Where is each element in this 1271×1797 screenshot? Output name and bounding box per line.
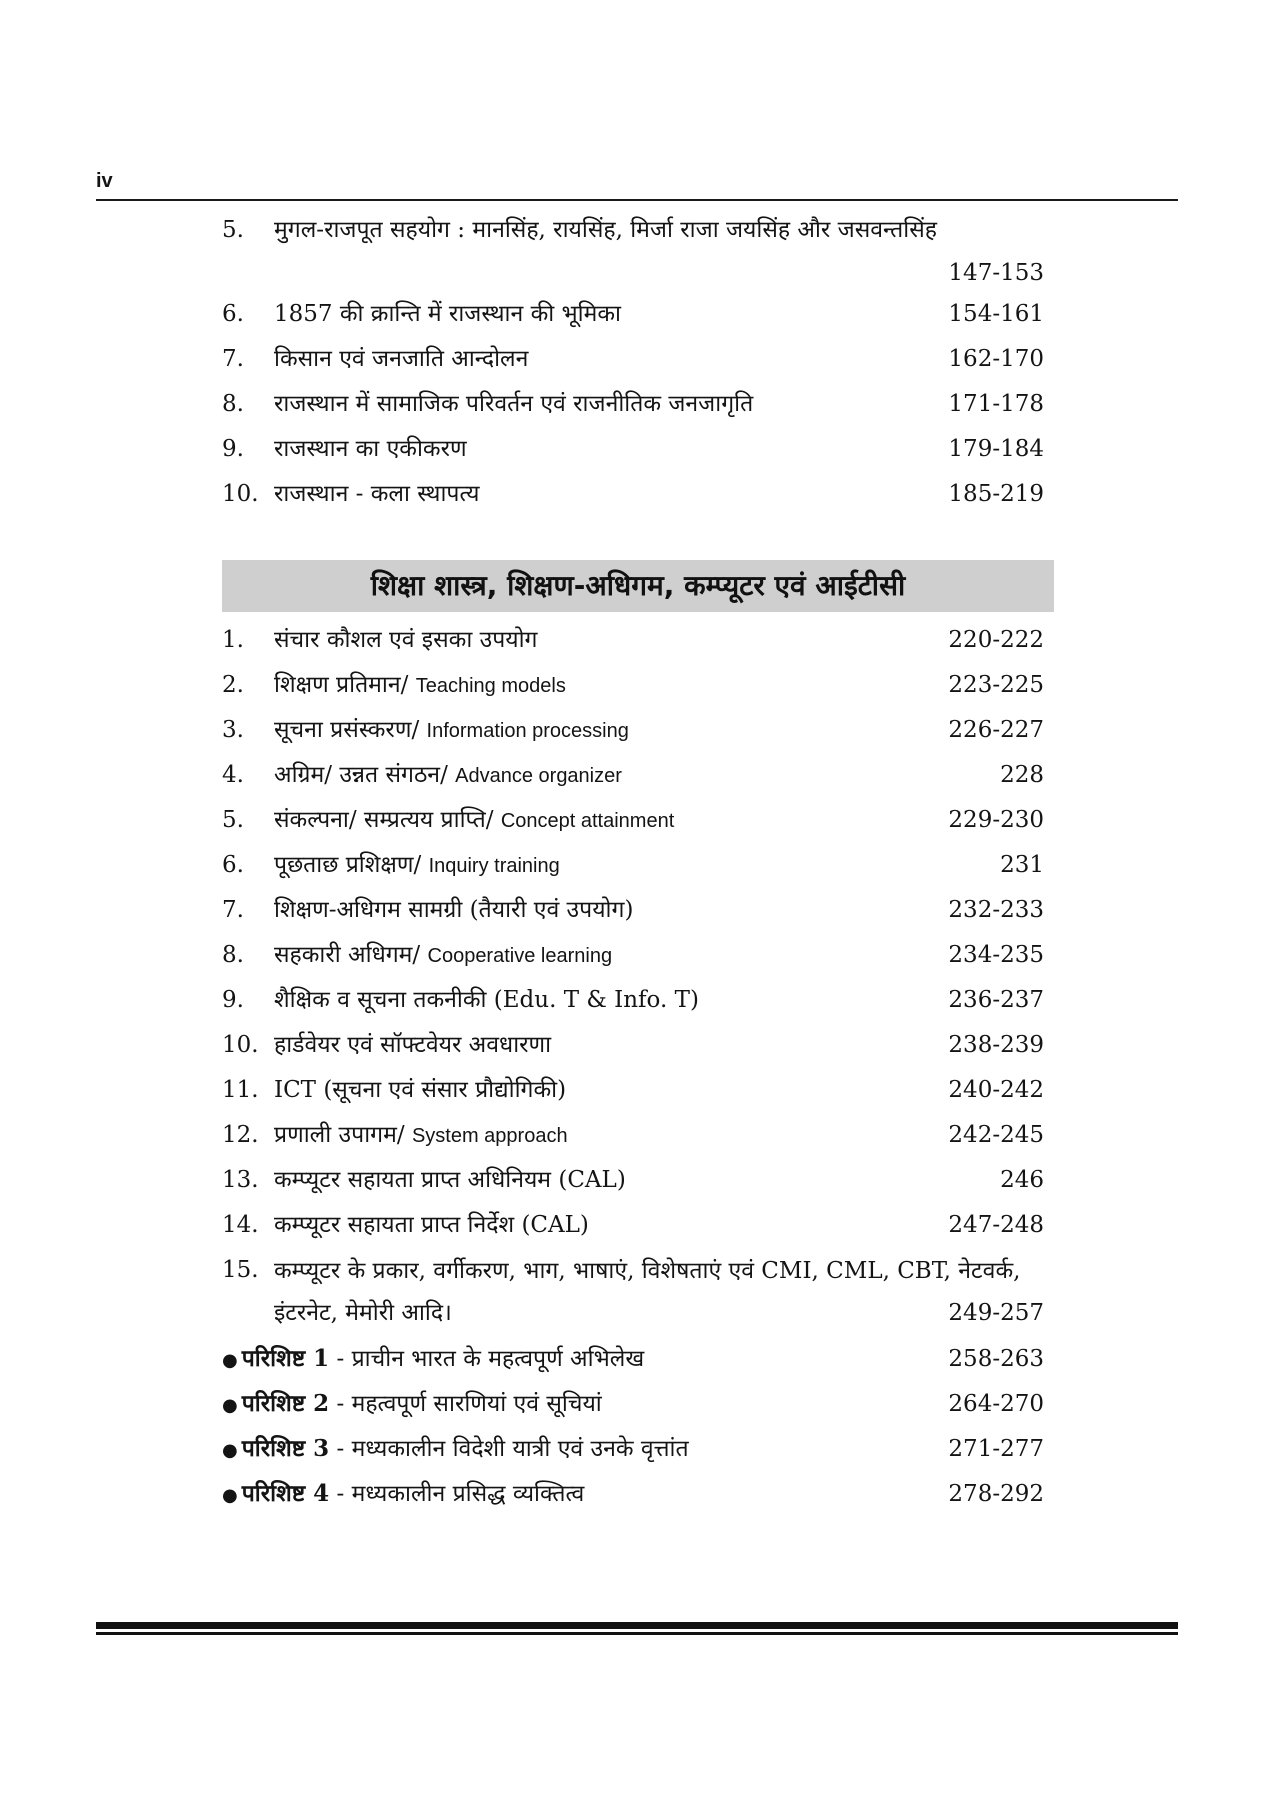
toc-entry	[222, 429, 1044, 469]
appendix-label: परिशिष्ट 3	[241, 1435, 330, 1462]
entry-number: 6.	[222, 301, 244, 327]
entry-pages: 240-242	[948, 1077, 1044, 1103]
entry-pages: 271-277	[948, 1436, 1044, 1462]
entry-number: 14.	[222, 1212, 259, 1238]
entry-pages: 171-178	[948, 391, 1044, 417]
entry-title-english: Inquiry training	[428, 855, 560, 877]
entry-pages: 264-270	[948, 1391, 1044, 1417]
footer-rule-thick	[96, 1622, 1178, 1629]
appendix-title: - मध्यकालीन विदेशी यात्री एवं उनके वृत्तांत	[336, 1436, 689, 1462]
entry-title-group	[274, 845, 560, 886]
entry-pages: 228	[1000, 762, 1044, 788]
entry-number: 5.	[222, 217, 244, 243]
toc-entry	[222, 1115, 1044, 1155]
toc-entry	[222, 800, 1044, 840]
entry-title: प्रणाली उपागम/	[274, 1122, 405, 1148]
appendix-entry	[222, 1474, 1044, 1514]
bullet-icon: ●	[222, 1485, 238, 1506]
toc-entry	[222, 1250, 1044, 1334]
entry-number: 7.	[222, 346, 244, 372]
entry-title: किसान एवं जनजाति आन्दोलन	[274, 346, 529, 372]
entry-pages: 185-219	[948, 481, 1044, 507]
entry-pages: 236-237	[948, 987, 1044, 1013]
entry-title: सहकारी अधिगम/	[274, 942, 421, 968]
entry-number: 8.	[222, 391, 244, 417]
entry-title-english: Cooperative learning	[427, 945, 613, 967]
appendix-entry	[222, 1384, 1044, 1424]
entry-pages: 147-153	[948, 260, 1044, 286]
bullet-icon: ●	[222, 1350, 238, 1371]
entry-number: 6.	[222, 852, 244, 878]
entry-title-english: Advance organizer	[455, 765, 622, 787]
entry-pages: 154-161	[948, 301, 1044, 327]
entry-title-group	[274, 935, 612, 976]
appendix-label: परिशिष्ट 1	[241, 1345, 330, 1372]
entry-number: 10.	[222, 481, 259, 507]
appendix-label: परिशिष्ट 4	[241, 1480, 330, 1507]
toc-entry	[222, 294, 1044, 334]
entry-number: 7.	[222, 897, 244, 923]
toc-entry	[222, 755, 1044, 795]
bullet-icon: ●	[222, 1395, 238, 1416]
entry-title-group	[274, 800, 674, 841]
entry-pages: 238-239	[948, 1032, 1044, 1058]
entry-pages: 278-292	[948, 1481, 1044, 1507]
entry-pages: 162-170	[948, 346, 1044, 372]
appendix-heading	[222, 1339, 644, 1381]
entry-title: कम्प्यूटर सहायता प्राप्त अधिनियम (CAL)	[274, 1167, 626, 1193]
entry-pages: 223-225	[948, 672, 1044, 698]
entry-number: 13.	[222, 1167, 259, 1193]
entry-title: संकल्पना/ सम्प्रत्यय प्राप्ति/	[274, 807, 494, 833]
toc-entry	[222, 845, 1044, 885]
toc-entry	[222, 1160, 1044, 1200]
entry-number: 3.	[222, 717, 244, 743]
entry-title-group	[274, 710, 629, 751]
entry-pages: 220-222	[948, 627, 1044, 653]
entry-number: 12.	[222, 1122, 259, 1148]
entry-number: 11.	[222, 1077, 259, 1103]
entry-pages: 179-184	[948, 436, 1044, 462]
toc-entry	[222, 665, 1044, 705]
appendix-label: परिशिष्ट 2	[241, 1390, 330, 1417]
appendix-heading	[222, 1474, 584, 1516]
entry-title: कम्प्यूटर के प्रकार, वर्गीकरण, भाग, भाषाएं, विशेषताएं एवं CMI, CML, CBT, नेटवर्क, इंटरनेट, मेमोरी आदि।	[274, 1258, 1021, 1326]
entry-title: राजस्थान का एकीकरण	[274, 436, 467, 462]
entry-pages: 232-233	[948, 897, 1044, 923]
page-number: iv	[96, 170, 113, 192]
entry-title: राजस्थान - कला स्थापत्य	[274, 481, 480, 507]
entry-title: सूचना प्रसंस्करण/	[274, 717, 420, 743]
section-heading: शिक्षा शास्त्र, शिक्षण-अधिगम, कम्प्यूटर एवं आईटीसी	[222, 560, 1054, 612]
entry-number: 5.	[222, 807, 244, 833]
entry-title-english: System approach	[411, 1125, 568, 1147]
entry-number: 1.	[222, 627, 244, 653]
appendix-entry	[222, 1429, 1044, 1469]
entry-title-group	[274, 665, 566, 706]
entry-title-english: Teaching models	[415, 675, 566, 697]
entry-title: शिक्षण-अधिगम सामग्री (तैयारी एवं उपयोग)	[274, 897, 634, 923]
toc-entry	[222, 1205, 1044, 1245]
entry-pages: 242-245	[948, 1122, 1044, 1148]
entry-title: संचार कौशल एवं इसका उपयोग	[274, 627, 538, 653]
entry-title: अग्रिम/ उन्नत संगठन/	[274, 762, 448, 788]
entry-title-english: Information processing	[426, 720, 629, 742]
appendix-title: - मध्यकालीन प्रसिद्ध व्यक्तित्व	[336, 1481, 585, 1507]
toc-entry	[222, 210, 1044, 294]
entry-number: 8.	[222, 942, 244, 968]
entry-title-group	[274, 755, 622, 796]
appendix-title: - महत्वपूर्ण सारणियां एवं सूचियां	[336, 1391, 602, 1417]
entry-number: 2.	[222, 672, 244, 698]
entry-title: हार्डवेयर एवं सॉफ्टवेयर अवधारणा	[274, 1032, 552, 1058]
entry-number: 9.	[222, 436, 244, 462]
toc-entry	[222, 935, 1044, 975]
entry-pages: 229-230	[948, 807, 1044, 833]
header-rule	[96, 199, 1178, 201]
entry-pages: 249-257	[948, 1300, 1044, 1326]
entry-pages: 246	[1000, 1167, 1044, 1193]
toc-entry	[222, 384, 1044, 424]
entry-pages: 247-248	[948, 1212, 1044, 1238]
bullet-icon: ●	[222, 1440, 238, 1461]
entry-title: राजस्थान में सामाजिक परिवर्तन एवं राजनीतिक जनजागृति	[274, 391, 754, 417]
appendix-heading	[222, 1384, 602, 1426]
entry-number: 9.	[222, 987, 244, 1013]
toc-entry	[222, 710, 1044, 750]
entry-pages: 234-235	[948, 942, 1044, 968]
entry-number: 10.	[222, 1032, 259, 1058]
footer-rule-thin	[96, 1632, 1178, 1635]
appendix-entry	[222, 1339, 1044, 1379]
entry-title: ICT (सूचना एवं संसार प्रौद्योगिकी)	[274, 1077, 567, 1103]
toc-entry	[222, 339, 1044, 379]
entry-number: 4.	[222, 762, 244, 788]
entry-title: शिक्षण प्रतिमान/	[274, 672, 409, 698]
entry-number: 15.	[222, 1257, 259, 1283]
toc-entry	[222, 1025, 1044, 1065]
toc-entry	[222, 890, 1044, 930]
entry-title: पूछताछ प्रशिक्षण/	[274, 852, 422, 878]
entry-pages: 258-263	[948, 1346, 1044, 1372]
appendix-heading	[222, 1429, 689, 1471]
toc-entry	[222, 474, 1044, 514]
toc-entry	[222, 620, 1044, 660]
entry-pages: 231	[1000, 852, 1044, 878]
entry-title: कम्प्यूटर सहायता प्राप्त निर्देश (CAL)	[274, 1212, 589, 1238]
entry-title: शैक्षिक व सूचना तकनीकी (Edu. T & Info. T)	[274, 987, 699, 1013]
toc-entry	[222, 1070, 1044, 1110]
toc-entry	[222, 980, 1044, 1020]
appendix-title: - प्राचीन भारत के महत्वपूर्ण अभिलेख	[336, 1346, 645, 1372]
entry-title: मुगल-राजपूत सहयोग : मानसिंह, रायसिंह, मिर्जा राजा जयसिंह और जसवन्तसिंह	[274, 217, 937, 243]
entry-title-english: Concept attainment	[500, 810, 675, 832]
entry-pages: 226-227	[948, 717, 1044, 743]
entry-title: 1857 की क्रान्ति में राजस्थान की भूमिका	[274, 301, 622, 327]
entry-title-group	[274, 1115, 568, 1156]
